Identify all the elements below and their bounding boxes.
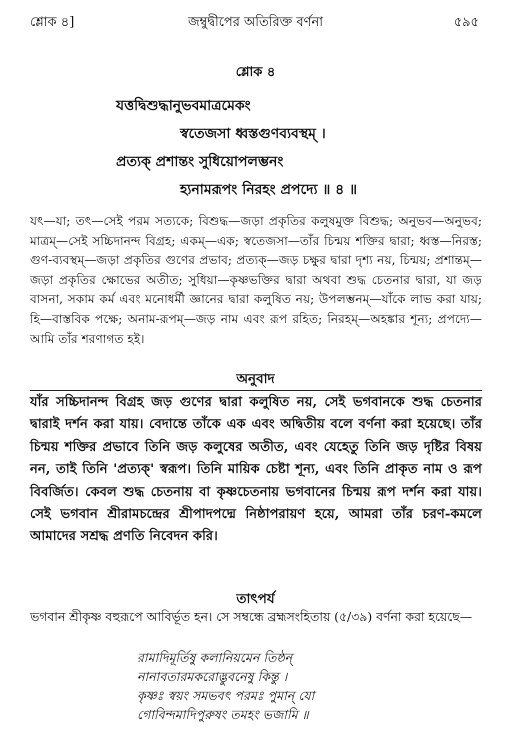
page-number: ৫৯৫ xyxy=(453,15,479,30)
translation-heading: অনুবাদ xyxy=(236,371,275,387)
translation-text: যাঁর সচ্চিদানন্দ বিগ্রহ জড় গুণের দ্বারা কলুষিত নয়, সেই ভগবানকে শুদ্ধ চেতনার দ্বারাই দর্শন করা যায়। বেদান্তে তাঁকে এক এবং অদ্বিতীয় বলে বর্ণনা করা হয়েছে। তাঁর চিন্ময় শক্তির প্রভাবে তিনি জড় কলুষের অতীত, এবং যেহেতু তিনি জড় দৃষ্টির বিষয় নন, তাই তিনি 'প্রত্যক্' স্বরূপ। তিনি মায়িক চেষ্টা শূন্য, এবং তিনি প্রাকৃত নাম ও রূপ বিবর্জিত। কেবল শুদ্ধ চেতনায় বা কৃষ্ণচেতনায় ভগবানের চিন্ময় রূপ দর্শন করা যায়। সেই ভগবান শ্রীরামচন্দ্রের শ্রীপাদপদ্মে নিষ্ঠাপরায়ণ হয়ে, আমরা তাঁর চরণ-কমলে আমাদের সশ্রদ্ধ প্রণতি নিবেদন করি। xyxy=(30,395,482,545)
quote-line-4: গোবিন্দমাদিপুরুষং তমহং ভজামি ॥ xyxy=(137,707,309,722)
word-for-word-synonyms: যৎ—যা; তৎ—সেই পরম সত্যকে; বিশুদ্ধ—জড়া প্রকৃতির কলুষমুক্ত বিশুদ্ধ; অনুভব—অনুভব; মাত্রম্—সেই সচ্চিদানন্দ বিগ্রহ; একম্—এক; স্বতেজসা—তাঁর চিন্ময় শক্তির দ্বারা; ধ্বস্ত—নিরস্ত; গুণ-ব্যবস্থম্—জড়া প্রকৃতির গুণের প্রভাব; প্রত্যক্—জড় চক্ষুর দ্বারা দৃশ্য নয়, চিন্ময়; প্রশান্তম্—জড়া প্রকৃতির ক্ষোভের অতীত; সুধিয়া—কৃষ্ণভক্তির দ্বারা অথবা শুদ্ধ চেতনার দ্বারা, যা জড় বাসনা, সকাম কর্ম এবং মনোধর্মী জ্ঞানের দ্বারা কলুষিত নয়; উপলম্ভনম্—যাঁকে লাভ করা যায়; হি—বাস্তবিক পক্ষে; অনাম-রূপম্—জড় নাম এবং রূপ রহিত; নিরহম্—অহঙ্কার শূন্য; প্রপদ্যে—আমি তাঁর শরণাগত হই। xyxy=(30,214,482,346)
verse-line-2: স্বতেজসা ধ্বস্তগুণব্যবস্থম্ । xyxy=(180,126,326,142)
verse-line-1: যত্তদ্বিশুদ্ধানুভবমাত্রমেকং xyxy=(116,98,251,114)
running-header-left: শ্লোক ৪] xyxy=(30,15,75,30)
verse-number: শ্লোক ৪ xyxy=(235,65,276,80)
verse-line-4: হ্যনামরূপং নিরহং প্রপদ্যে ॥ ৪ ॥ xyxy=(180,182,358,198)
verse-line-3: প্রত্যক্ প্রশান্তং সুধিয়োপলম্ভনং xyxy=(116,154,284,170)
quote-line-3: কৃষ্ণঃ স্বয়ং সমভবৎ পরমঃ পুমান্ যো xyxy=(137,688,315,703)
running-header-title: জম্বুদ্বীপের অতিরিক্ত বর্ণনা xyxy=(187,15,324,30)
quote-line-1: রামাদিমূর্তিষু কলানিয়মেন তিষ্ঠন্ xyxy=(137,650,293,665)
purport-text: ভগবান শ্রীকৃষ্ণ বহুরূপে আবির্ভূত হন। সে সম্বন্ধে ব্রহ্মসংহিতায় (৫/৩৯) বর্ণনা করা হয়েছে— xyxy=(30,609,473,624)
quote-line-2: নানাবতারমকরোদ্ভুবনেষু কিন্তু । xyxy=(137,669,288,684)
purport-heading: তাৎপর্য xyxy=(236,591,275,607)
translation-rule xyxy=(30,390,482,391)
